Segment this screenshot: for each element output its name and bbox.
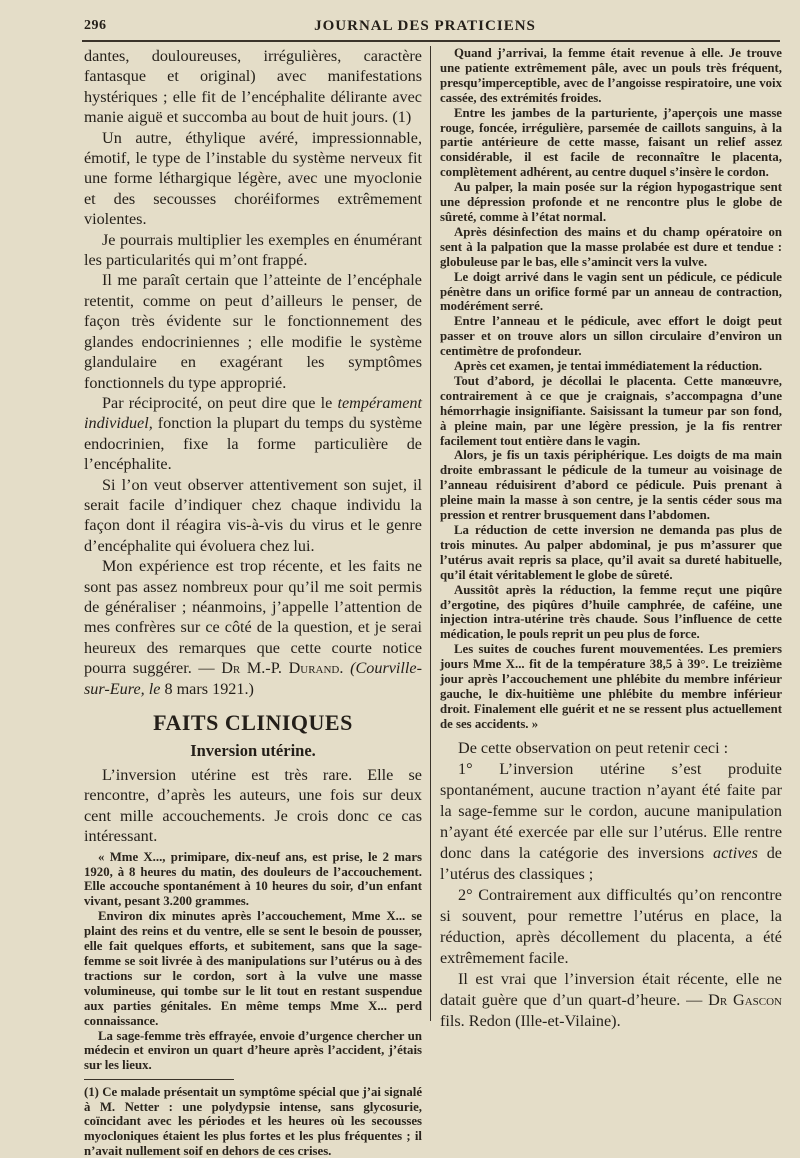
page-number: 296 (84, 18, 107, 33)
case-paragraph: Après désinfection des mains et du champ opératoire on sent à la palpation que la masse prolabée est dure et tendue : globuleuse par le bas, elle s’amincit vers la vulve. (440, 224, 782, 269)
text-run: fonction la plupart du temps du système endocrinien, fixe la forme particulière de l’encéphalite. (84, 414, 422, 474)
case-paragraph: Quand j’arrivai, la femme était revenue à elle. Je trouve une patiente extrêmement pâle, avec un pouls très fréquent, presqu’imperceptible, avec de l’angoisse respiratoire, une voix cassée, des extrémités froides. (440, 46, 782, 105)
case-paragraph: Aussitôt après la réduction, la femme reçut une piqûre d’ergotine, des piqûres d’huile camphrée, de caféine, une injection intra-utérine très chaude. Sous l’influence de cette médication, le pouls reprit un peu plus de force. (440, 582, 782, 642)
paragraph: Si l’on veut observer attentivement son sujet, il serait facile d’indiquer chez chaque individu la façon dont il réagira vis-à-vis du virus et le genre d’encéphalite qui évoluera chez lui. (84, 475, 422, 555)
journal-title: JOURNAL DES PRATICIENS (314, 18, 536, 34)
footnote-rule (84, 1079, 234, 1080)
paragraph: De cette observation on peut retenir ceci : (458, 738, 729, 757)
text-run: Mon expérience est trop récente, et les faits ne sont pas assez nombreux pour qu’il me soit permis de généraliser ; néanmoins, j’appelle l’attention de mes confrères sur ce côté de la question, et je serai heureux des remarques que cette courte notice pourra suggérer. — (84, 557, 422, 678)
case-paragraph: La réduction de cette inversion ne demanda pas plus de trois minutes. Au palper abdominal, je pus m’assurer que l’utérus avait repris sa place, qu’il avait sa dureté habituelle, qu’il était véritablement le globe de sûreté. (440, 523, 782, 582)
case-paragraph: Entre les jambes de la parturiente, j’aperçois une masse rouge, foncée, irrégulière, parsemée de caillots sanguins, à la partie antérieure de cette masse, faisant un relief assez considérable, il est facile de reconnaître le placenta, complètement adhérent, au centre duquel s’insère le cordon. (440, 105, 782, 180)
author-signature: Dr Gascon (708, 990, 782, 1009)
case-paragraph: Alors, je fis un taxis périphérique. Les doigts de ma main droite embrassant le pédicule de la tumeur au voisinage de l’anneau réduisirent d’abord ce pédicule. Puis prenant à pleine main la masse à son centre, je la sentis céder sous ma pression et rentrer brusquement dans l’abdomen. (440, 448, 782, 523)
page-header (70, 18, 780, 40)
paragraph: Je pourrais multiplier les exemples en énumérant les particularités qui m’ont frappé. (84, 230, 422, 270)
left-column (84, 46, 422, 1158)
case-paragraph: Le doigt arrivé dans le vagin sent un pédicule, ce pédicule pénètre dans un orifice formé par un anneau de contraction, modérément serré. (440, 269, 782, 314)
paragraph: Il me paraît certain que l’atteinte de l’encéphale retentit, comme on peut d’ailleurs le penser, de façon très évidente sur le fonctionnement des glandes endocriniennes ; elle modifie le système glandulaire en exagérant les symptômes fonctionnels du type approprié. (84, 271, 422, 392)
case-paragraph: Au palper, la main posée sur la région hypogastrique sent une dépression profonde et ne rencontre plus le globe de sûreté, comme à l’état normal. (440, 180, 782, 224)
emphasis: actives (712, 843, 758, 862)
text-run: de l’utérus des classiques ; (440, 843, 782, 883)
text-run: fils. Redon (Ille-et-Vilaine). (440, 1011, 621, 1030)
paragraph: Un autre, éthylique avéré, impressionnable, émotif, le type de l’instable du système nerveux fit une forme léthargique légère, avec une myoclonie et des secousses choréiformes extrêmement violentes. (84, 128, 422, 229)
header-rule (82, 40, 780, 42)
text-run: Par réciprocité, on peut dire que le (102, 393, 338, 412)
paragraph (440, 759, 782, 885)
text-run: 1° L’inversion utérine s’est produite spontanément, aucune traction n’ayant été faite par la sage-femme sur le cordon, aucune manipulation n’ayant été exercée par elle sur l’utérus. Elle rentre donc dans la catégorie des inversions (440, 759, 782, 862)
dateline-place: (Courville-sur-Eure, le (84, 659, 422, 698)
paragraph: 2° Contrairement aux difficultés qu’on rencontre si souvent, pour remettre l’utérus en place, la réduction, après décollement du placenta, a été extrêmement facile. (440, 885, 782, 967)
case-paragraph: Environ dix minutes après l’accouchement, Mme X... se plaint des reins et du ventre, elle se sent le besoin de pousser, elle fait quelques efforts, et subitement, sans que la sage-femme se soit livrée à des manipulations sur l’utérus ou à des tractions sur le cordon, sort à la vulve une masse volumineuse, qui tombe sur le lit tout en restant suspendue aux parties génitales. En même temps Mme X... perd connaissance. (84, 909, 422, 1028)
paragraph (84, 556, 422, 699)
dateline-date: 8 mars 1921.) (160, 679, 254, 698)
emphasis: tempérament individuel, (84, 393, 422, 433)
paragraph: dantes, douloureuses, irrégulières, caractère fantasque et original) avec manifestations hystériques ; elle fit de l’encéphalite délirante avec manie aiguë et succomba au bout de huit jours. (1) (84, 47, 422, 127)
footnote: (1) Ce malade présentait un symptôme spécial que j’ai signalé à M. Netter : une polydypsie intense, sans glycosurie, coïncidant avec les périodes et les heures où les secousses myocloniques étaient les plus fortes et les plus fréquentes ; il n’avait nullement soif en dehors de ces crises. (84, 1085, 422, 1158)
case-paragraph: La sage-femme très effrayée, envoie d’urgence chercher un médecin et environ un quart d’heure après l’accident, j’étais sur les lieux. (84, 1028, 422, 1073)
paragraph: L’inversion utérine est très rare. Elle se rencontre, d’après les auteurs, une fois sur deux cent mille accouchements. Je crois donc ce cas intéressant. (84, 766, 422, 846)
case-paragraph: « Mme X..., primipare, dix-neuf ans, est prise, le 2 mars 1920, à 8 heures du matin, des douleurs de l’accouchement. Elle accouche spontanément à 10 heures du soir, d’un enfant vivant, pesant 3.200 grammes. (84, 849, 422, 909)
author-signature: Dr M.-P. Durand. (221, 659, 344, 678)
subsection-title: Inversion utérine. (190, 741, 316, 760)
text-run: Il est vrai que l’inversion était récente, elle ne datait guère que d’un quart-d’heure. — (440, 969, 782, 1009)
right-column (440, 46, 782, 1032)
section-title: FAITS CLINIQUES (153, 710, 353, 735)
column-divider (430, 46, 431, 1021)
case-paragraph: Entre l’anneau et le pédicule, avec effort le doigt peut passer et on trouve alors un sillon circulaire d’environ un centimètre de profondeur. (440, 314, 782, 359)
case-paragraph: Après cet examen, je tentai immédiatement la réduction. (454, 359, 763, 374)
case-paragraph: Les suites de couches furent mouvementées. Les premiers jours Mme X... fit de la température 38,5 à 39°. Le treizième jour après l’accouchement une phlébite du membre inférieur gauche, le dix-huitième une phlébite du membre inférieur droit. Finalement elle guérit et ne se ressent plus actuellement de ses accidents. » (440, 642, 782, 731)
paragraph (440, 969, 782, 1032)
paragraph (84, 393, 422, 475)
case-paragraph: Tout d’abord, je décollai le placenta. Cette manœuvre, contrairement à ce que je craignais, s’accompagna d’une hémorrhagie insignifiante. Saisissant la tumeur par son fond, à pleine main, par une légère pression, je la fis rentrer facilement tout entière dans le vagin. (440, 373, 782, 448)
